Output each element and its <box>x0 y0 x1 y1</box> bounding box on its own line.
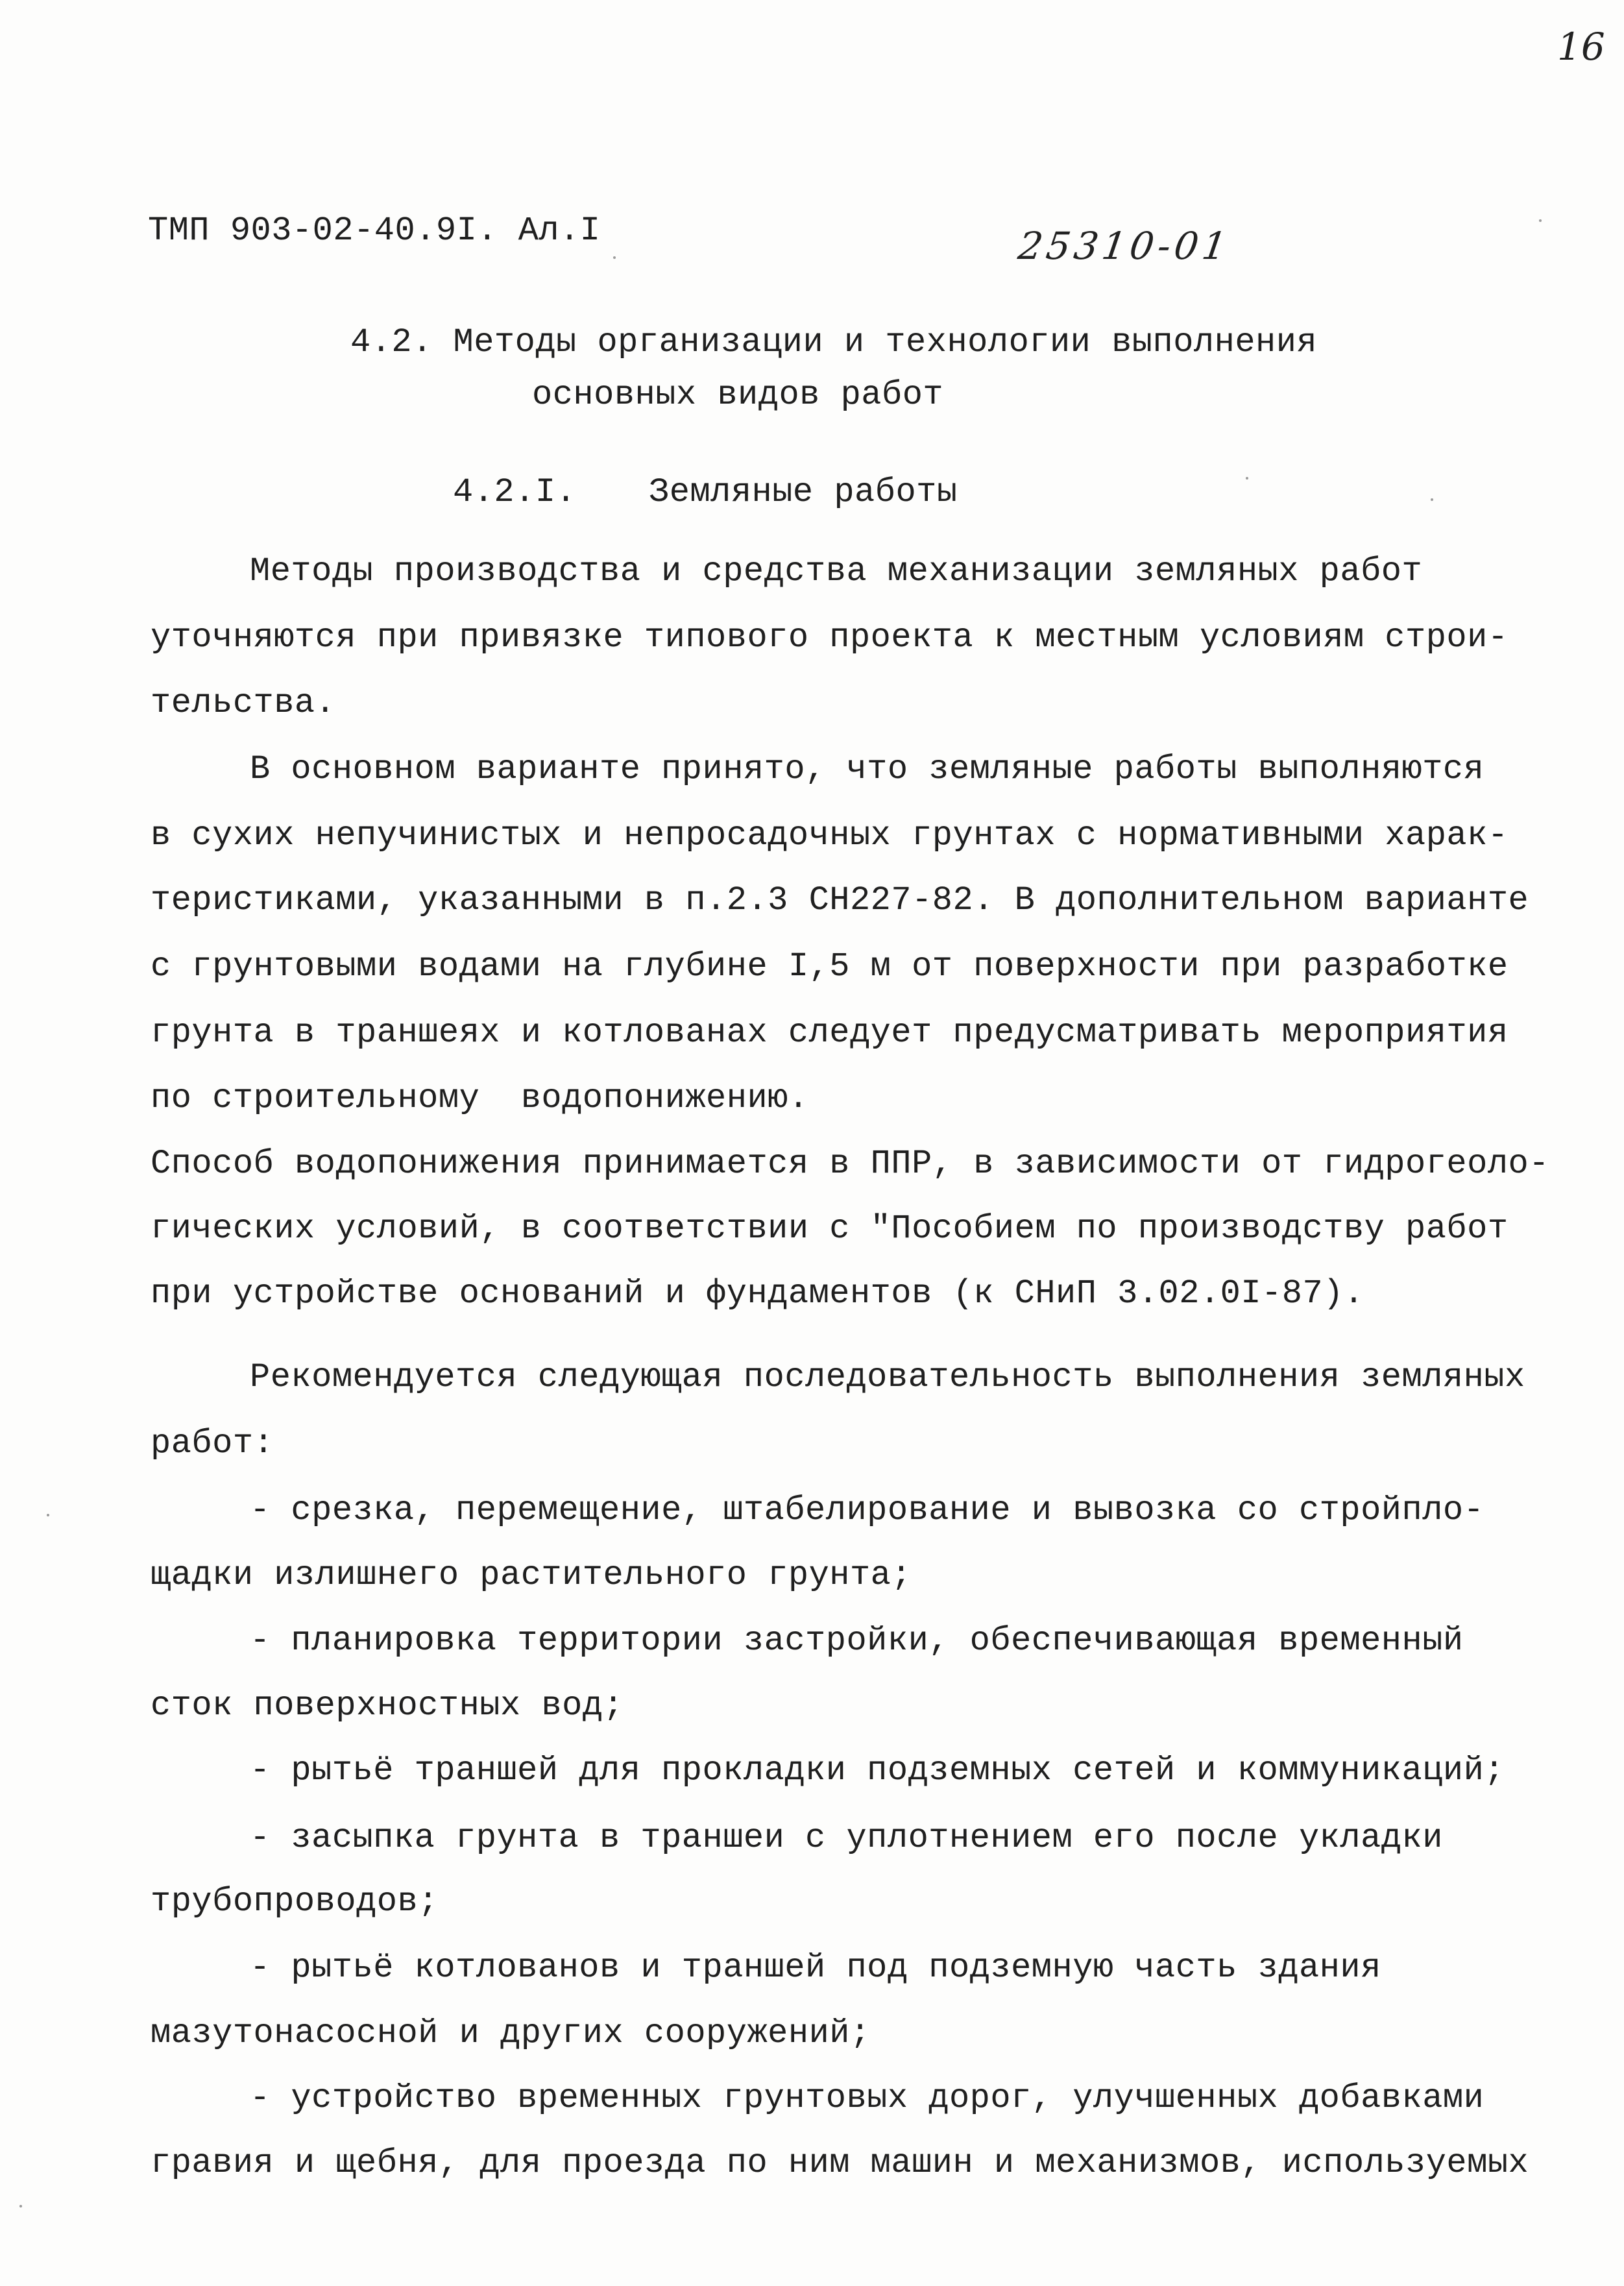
list-item-line: - рытьё котлованов и траншей под подземную часть здания <box>250 1949 1381 1987</box>
scan-speck <box>1431 498 1433 501</box>
page-number: 16 <box>1557 25 1605 69</box>
paragraph-line: в сухих непучинистых и непросадочных грунтах с нормативными харак- <box>151 816 1509 855</box>
paragraph-line: Методы производства и средства механизации земляных работ <box>250 552 1423 590</box>
list-item-line: гравия и щебня, для проезда по ним машин и механизмов, используемых <box>151 2144 1529 2182</box>
paragraph-line: грунта в траншеях и котлованах следует предусматривать мероприятия <box>151 1014 1509 1052</box>
scan-speck <box>19 2205 22 2207</box>
paragraph-line: теристиками, указанными в п.2.3 СН227-82. В дополнительном варианте <box>151 881 1529 919</box>
paragraph-line: по строительному водопонижению. <box>151 1079 809 1117</box>
subsection-number: 4.2.I. <box>453 473 577 511</box>
section-title-line-2: основных видов работ <box>532 376 944 414</box>
paragraph-line: работ: <box>151 1424 274 1463</box>
paragraph-line: с грунтовыми водами на глубине I,5 м от поверхности при разработке <box>151 947 1509 986</box>
list-item-line: - планировка территории застройки, обеспечивающая временный <box>250 1622 1464 1660</box>
list-item-line: - засыпка грунта в траншеи с уплотнением его после укладки <box>250 1819 1443 1857</box>
subsection-title: Земляные работы <box>649 473 958 511</box>
list-item-line: мазутонасосной и других сооружений; <box>151 2014 871 2052</box>
document-code: ТМП 903-02-40.9I. Ал.I <box>148 212 601 250</box>
scan-speck <box>1539 219 1542 222</box>
section-title-line-1: 4.2. Методы организации и технологии выполнения <box>350 323 1318 361</box>
scan-speck <box>1246 477 1248 480</box>
handwritten-document-number: 25310-01 <box>1015 224 1233 268</box>
paragraph-line: уточняются при привязке типового проекта к местным условиям строи- <box>151 618 1509 657</box>
paragraph-line: В основном варианте принято, что земляные работы выполняются <box>250 750 1485 788</box>
list-item-line: - устройство временных грунтовых дорог, улучшенных добавками <box>250 2079 1485 2117</box>
paragraph-line: гических условий, в соответствии с "Пособием по производству работ <box>151 1210 1509 1248</box>
list-item-line: сток поверхностных вод; <box>151 1686 624 1725</box>
paragraph-line: Рекомендуется следующая последовательность выполнения земляных <box>250 1358 1525 1396</box>
list-item-line: - рытьё траншей для прокладки подземных сетей и коммуникаций; <box>250 1751 1505 1790</box>
list-item-line: щадки излишнего растительного грунта; <box>151 1556 912 1594</box>
paragraph-line: тельства. <box>151 684 336 722</box>
scan-speck <box>47 1514 49 1516</box>
scan-speck <box>613 256 616 259</box>
paragraph-line: Способ водопонижения принимается в ППР, в зависимости от гидрогеоло- <box>151 1145 1549 1183</box>
paragraph-line: при устройстве оснований и фундаментов (к СНиП 3.02.0I-87). <box>151 1274 1364 1313</box>
list-item-line: - срезка, перемещение, штабелирование и вывозка со стройпло- <box>250 1491 1485 1529</box>
list-item-line: трубопроводов; <box>151 1882 439 1921</box>
